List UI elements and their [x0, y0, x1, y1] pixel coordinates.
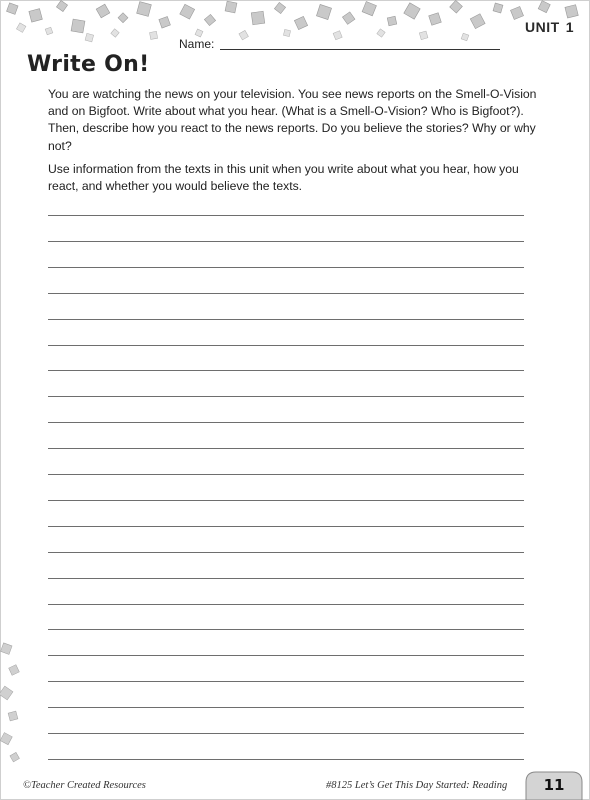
writing-line[interactable]	[48, 500, 524, 501]
page-title: Write On!	[27, 52, 150, 77]
writing-line[interactable]	[48, 319, 524, 320]
writing-line[interactable]	[48, 578, 524, 579]
page-number: 11	[543, 776, 565, 794]
writing-line[interactable]	[48, 474, 524, 475]
writing-line[interactable]	[48, 215, 524, 216]
writing-line[interactable]	[48, 526, 524, 527]
writing-line[interactable]	[48, 448, 524, 449]
unit-word: UNIT	[525, 19, 560, 35]
writing-area[interactable]	[48, 0, 524, 800]
prompt-paragraph-2: Use information from the texts in this unit when you write about what you hear, how you react, and whether you would believe the texts.	[48, 162, 519, 194]
prompt-paragraph-1: You are watching the news on your television. You see news reports on the Smell-O-Vision and on Bigfoot. Write about what you hear. (What is a Smell-O-Vision? Who is Bigfoot?). Then, describe how you react to the news reports. Do you believe the stories? Why or why not?	[48, 87, 537, 153]
writing-line[interactable]	[48, 422, 524, 423]
writing-line[interactable]	[48, 293, 524, 294]
writing-line[interactable]	[48, 370, 524, 371]
writing-line[interactable]	[48, 552, 524, 553]
writing-line[interactable]	[48, 733, 524, 734]
unit-number: 1	[565, 19, 574, 35]
writing-line[interactable]	[48, 629, 524, 630]
writing-line[interactable]	[48, 396, 524, 397]
side-confetti-decoration	[0, 640, 24, 770]
writing-line[interactable]	[48, 241, 524, 242]
writing-line[interactable]	[48, 604, 524, 605]
writing-line[interactable]	[48, 681, 524, 682]
writing-line[interactable]	[48, 707, 524, 708]
name-label: Name:	[179, 37, 215, 51]
writing-line[interactable]	[48, 655, 524, 656]
footer-book-title: #8125 Let’s Get This Day Started: Reading	[326, 780, 508, 791]
writing-line[interactable]	[48, 759, 524, 760]
footer-copyright: ©Teacher Created Resources	[23, 780, 146, 791]
unit-label	[525, 19, 574, 35]
writing-line[interactable]	[48, 345, 524, 346]
writing-line[interactable]	[48, 267, 524, 268]
